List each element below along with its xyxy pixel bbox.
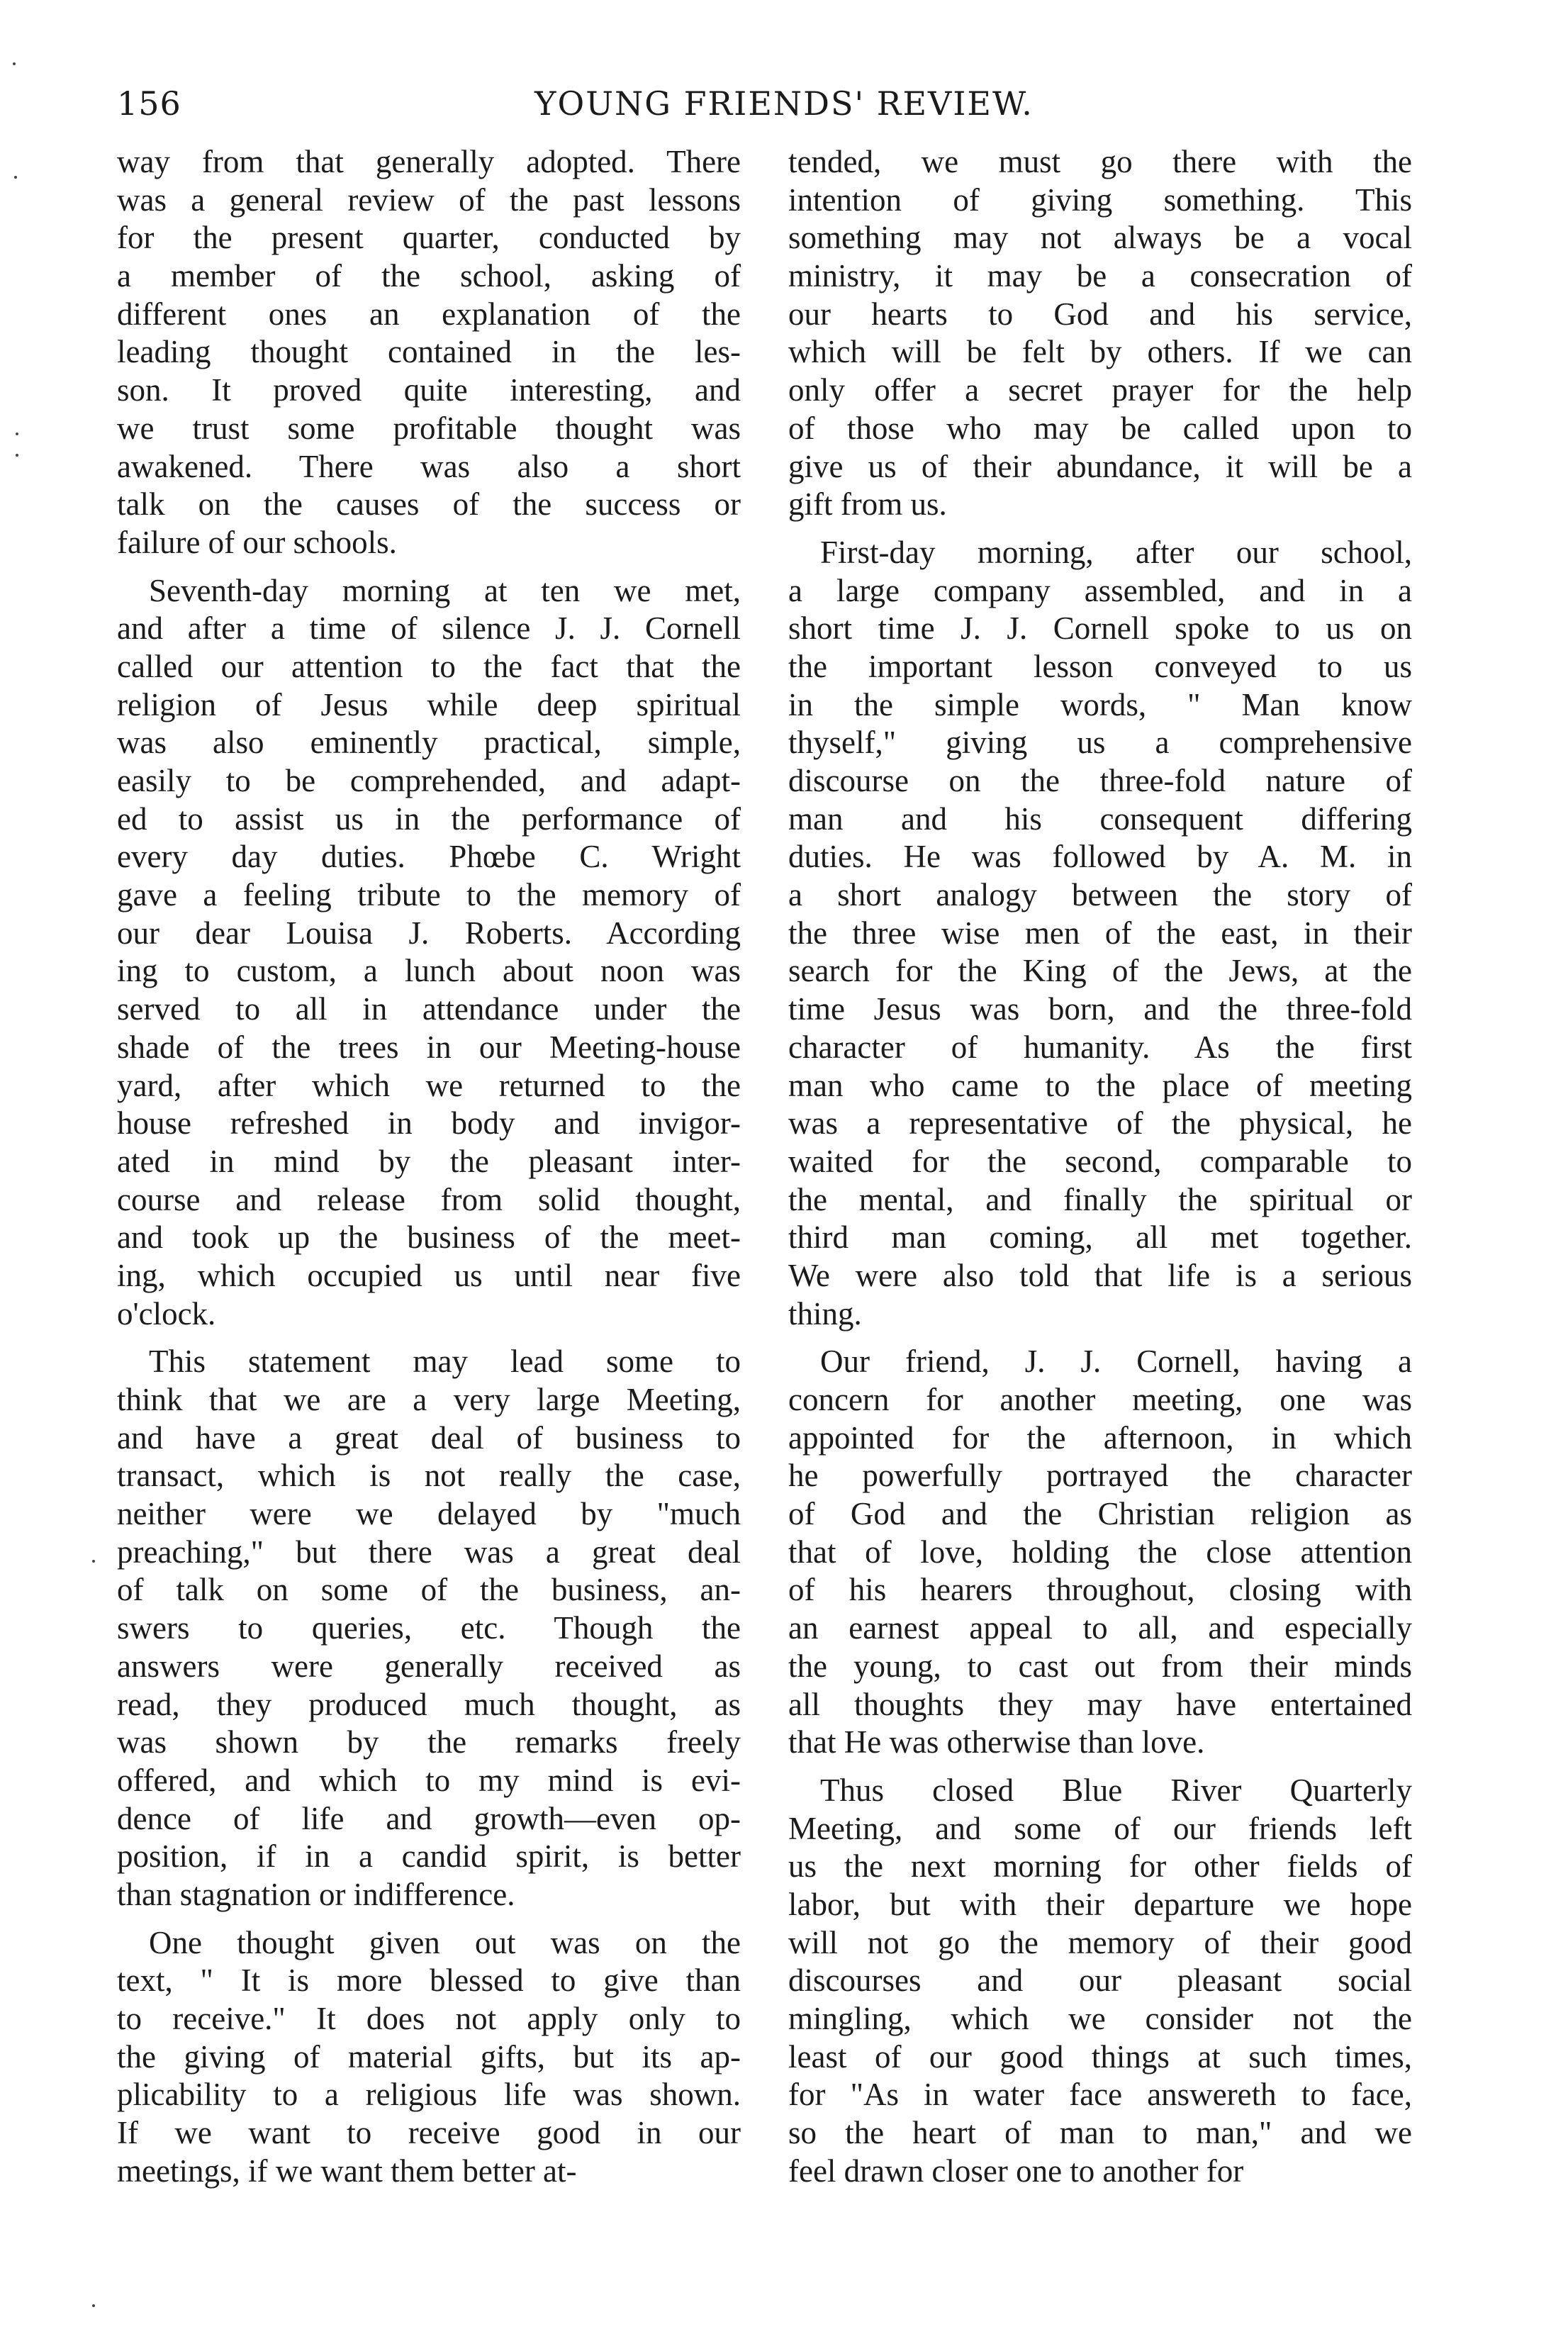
paragraph	[788, 1343, 1412, 1762]
text-line: awakened. There was also a short	[117, 448, 741, 484]
text-line: easily to be comprehended, and adapt-	[117, 763, 741, 798]
text-line: We were also told that life is a serious	[788, 1257, 1412, 1293]
text-line: house refreshed in body and invigor-	[117, 1105, 741, 1141]
text-line: character of humanity. As the first	[788, 1029, 1412, 1065]
paragraph	[117, 143, 741, 562]
margin-speck	[16, 454, 18, 457]
text-line: our dear Louisa J. Roberts. According	[117, 915, 741, 951]
text-line: thyself," giving us a comprehensive	[788, 725, 1412, 761]
text-line: This statement may lead some to	[149, 1344, 741, 1380]
text-line: preaching," but there was a great deal	[117, 1534, 741, 1570]
paragraph	[117, 1924, 741, 2191]
text-line: and took up the business of the meet-	[117, 1219, 741, 1256]
text-line: he powerfully portrayed the character	[788, 1458, 1412, 1494]
text-line: Meeting, and some of our friends left	[788, 1810, 1412, 1846]
text-line: ing to custom, a lunch about noon was	[117, 953, 741, 989]
paragraph-gap	[788, 1762, 1412, 1772]
text-line: thing.	[788, 1295, 862, 1332]
text-line: position, if in a candid spirit, is better	[117, 1838, 741, 1875]
text-line: in the simple words, " Man know	[788, 686, 1412, 722]
text-line: than stagnation or indifference.	[117, 1876, 515, 1912]
text-line: offered, and which to my mind is evi-	[117, 1762, 741, 1798]
text-line: think that we are a very large Meeting,	[117, 1382, 741, 1417]
text-line: course and release from solid thought,	[117, 1181, 741, 1217]
paragraph-gap	[117, 1914, 741, 1924]
text-line: discourses and our pleasant social	[788, 1963, 1412, 1999]
text-line: gave a feeling tribute to the memory of	[117, 877, 741, 913]
text-line: give us of their abundance, it will be a	[788, 448, 1412, 484]
text-line: the three wise men of the east, in their	[788, 915, 1412, 951]
text-line: called our attention to the fact that the	[117, 648, 741, 684]
margin-speck	[92, 1560, 95, 1563]
text-line: discourse on the three-fold nature of	[788, 763, 1412, 798]
text-line: third man coming, all met together.	[788, 1219, 1412, 1256]
text-line: failure of our schools.	[117, 524, 397, 560]
text-line: plicability to a religious life was shown.	[117, 2077, 741, 2113]
text-line: If we want to receive good in our	[117, 2115, 741, 2151]
text-line: the young, to cast out from their minds	[788, 1648, 1412, 1684]
text-line: tended, we must go there with the	[788, 144, 1412, 179]
text-line: short time J. J. Cornell spoke to us on	[788, 610, 1412, 647]
margin-speck	[13, 62, 16, 65]
paragraph-gap	[117, 562, 741, 572]
text-line: of his hearers throughout, closing with	[788, 1572, 1412, 1608]
text-line: a large company assembled, and in a	[788, 572, 1412, 608]
text-line: son. It proved quite interesting, and	[117, 372, 741, 408]
text-line: for the present quarter, conducted by	[117, 220, 741, 256]
paragraph-gap	[788, 524, 1412, 534]
text-line: man who came to the place of meeting	[788, 1067, 1412, 1103]
margin-speck	[92, 2304, 95, 2307]
text-line: so the heart of man to man," and we	[788, 2115, 1412, 2151]
text-line: waited for the second, comparable to	[788, 1143, 1412, 1179]
paragraph	[117, 1343, 741, 1914]
text-line: Seventh-day morning at ten we met,	[149, 572, 741, 608]
text-line: intention of giving something. This	[788, 182, 1412, 218]
text-line: of talk on some of the business, an-	[117, 1572, 741, 1608]
text-line: least of our good things at such times,	[788, 2038, 1412, 2075]
text-line: an earnest appeal to all, and especially	[788, 1610, 1412, 1646]
text-line: the mental, and finally the spiritual or	[788, 1181, 1412, 1217]
text-line: way from that generally adopted. There	[117, 144, 741, 179]
text-line: and after a time of silence J. J. Cornell	[117, 610, 741, 647]
text-line: was shown by the remarks freely	[117, 1724, 741, 1760]
text-line: something may not always be a vocal	[788, 220, 1412, 256]
text-line: meetings, if we want them better at-	[117, 2153, 577, 2189]
text-line: search for the King of the Jews, at the	[788, 953, 1412, 989]
text-line: all thoughts they may have entertained	[788, 1686, 1412, 1722]
text-line: yard, after which we returned to the	[117, 1067, 741, 1103]
paragraph	[788, 143, 1412, 524]
text-line: concern for another meeting, one was	[788, 1382, 1412, 1417]
text-line: ministry, it may be a consecration of	[788, 258, 1412, 294]
text-line: the important lesson conveyed to us	[788, 648, 1412, 684]
text-line: that of love, holding the close attention	[788, 1534, 1412, 1570]
page-number: 156	[117, 84, 181, 123]
text-line: only offer a secret prayer for the help	[788, 372, 1412, 408]
text-line: ated in mind by the pleasant inter-	[117, 1143, 741, 1179]
text-line: time Jesus was born, and the three-fold	[788, 991, 1412, 1027]
text-line: different ones an explanation of the	[117, 296, 741, 332]
text-line: One thought given out was on the	[149, 1924, 741, 1960]
text-line: that He was otherwise than love.	[788, 1724, 1205, 1760]
text-line: every day duties. Phœbe C. Wright	[117, 839, 741, 875]
text-line: of those who may be called upon to	[788, 410, 1412, 446]
paragraph-gap	[788, 1333, 1412, 1343]
paragraph	[788, 1772, 1412, 2191]
paragraph	[788, 534, 1412, 1333]
text-line: o'clock.	[117, 1295, 216, 1332]
text-line: to receive." It does not apply only to	[117, 2001, 741, 2036]
text-line: gift from us.	[788, 486, 947, 523]
text-line: First-day morning, after our school,	[820, 534, 1412, 570]
text-line: answers were generally received as	[117, 1648, 741, 1684]
text-line: dence of life and growth—even op-	[117, 1800, 741, 1836]
text-line: Our friend, J. J. Cornell, having a	[820, 1344, 1412, 1380]
text-line: Thus closed Blue River Quarterly	[820, 1772, 1412, 1808]
left-column	[117, 143, 741, 2190]
text-line: labor, but with their departure we hope	[788, 1886, 1412, 1922]
text-line: served to all in attendance under the	[117, 991, 741, 1027]
text-line: of God and the Christian religion as	[788, 1496, 1412, 1532]
text-line: religion of Jesus while deep spiritual	[117, 686, 741, 722]
text-line: our hearts to God and his service,	[788, 296, 1412, 332]
text-line: feel drawn closer one to another for	[788, 2153, 1244, 2189]
text-line: was also eminently practical, simple,	[117, 725, 741, 761]
text-line: leading thought contained in the les-	[117, 334, 741, 370]
text-line: neither were we delayed by "much	[117, 1496, 741, 1532]
text-line: text, " It is more blessed to give than	[117, 1963, 741, 1999]
margin-speck	[16, 432, 18, 435]
text-line: which will be felt by others. If we can	[788, 334, 1412, 370]
running-title: YOUNG FRIENDS' REVIEW.	[534, 84, 1034, 123]
text-line: swers to queries, etc. Though the	[117, 1610, 741, 1646]
text-line: duties. He was followed by A. M. in	[788, 839, 1412, 875]
text-line: was a representative of the physical, he	[788, 1105, 1412, 1141]
text-line: appointed for the afternoon, in which	[788, 1419, 1412, 1456]
text-line: was a general review of the past lessons	[117, 182, 741, 218]
paragraph	[117, 572, 741, 1334]
margin-speck	[14, 176, 17, 179]
text-line: a member of the school, asking of	[117, 258, 741, 294]
text-line: transact, which is not really the case,	[117, 1458, 741, 1494]
text-line: read, they produced much thought, as	[117, 1686, 741, 1722]
text-line: for "As in water face answereth to face,	[788, 2077, 1412, 2113]
text-line: a short analogy between the story of	[788, 877, 1412, 913]
text-line: man and his consequent differing	[788, 800, 1412, 837]
text-line: mingling, which we consider not the	[788, 2001, 1412, 2036]
text-line: us the next morning for other fields of	[788, 1848, 1412, 1885]
text-line: ing, which occupied us until near five	[117, 1257, 741, 1293]
text-line: ed to assist us in the performance of	[117, 800, 741, 837]
text-line: we trust some profitable thought was	[117, 410, 741, 446]
paragraph-gap	[117, 1333, 741, 1343]
text-line: talk on the causes of the success or	[117, 486, 741, 523]
text-line: shade of the trees in our Meeting-house	[117, 1029, 741, 1065]
right-column	[788, 143, 1412, 2190]
text-line: will not go the memory of their good	[788, 1924, 1412, 1960]
text-line: the giving of material gifts, but its ap-	[117, 2038, 741, 2075]
text-line: and have a great deal of business to	[117, 1419, 741, 1456]
